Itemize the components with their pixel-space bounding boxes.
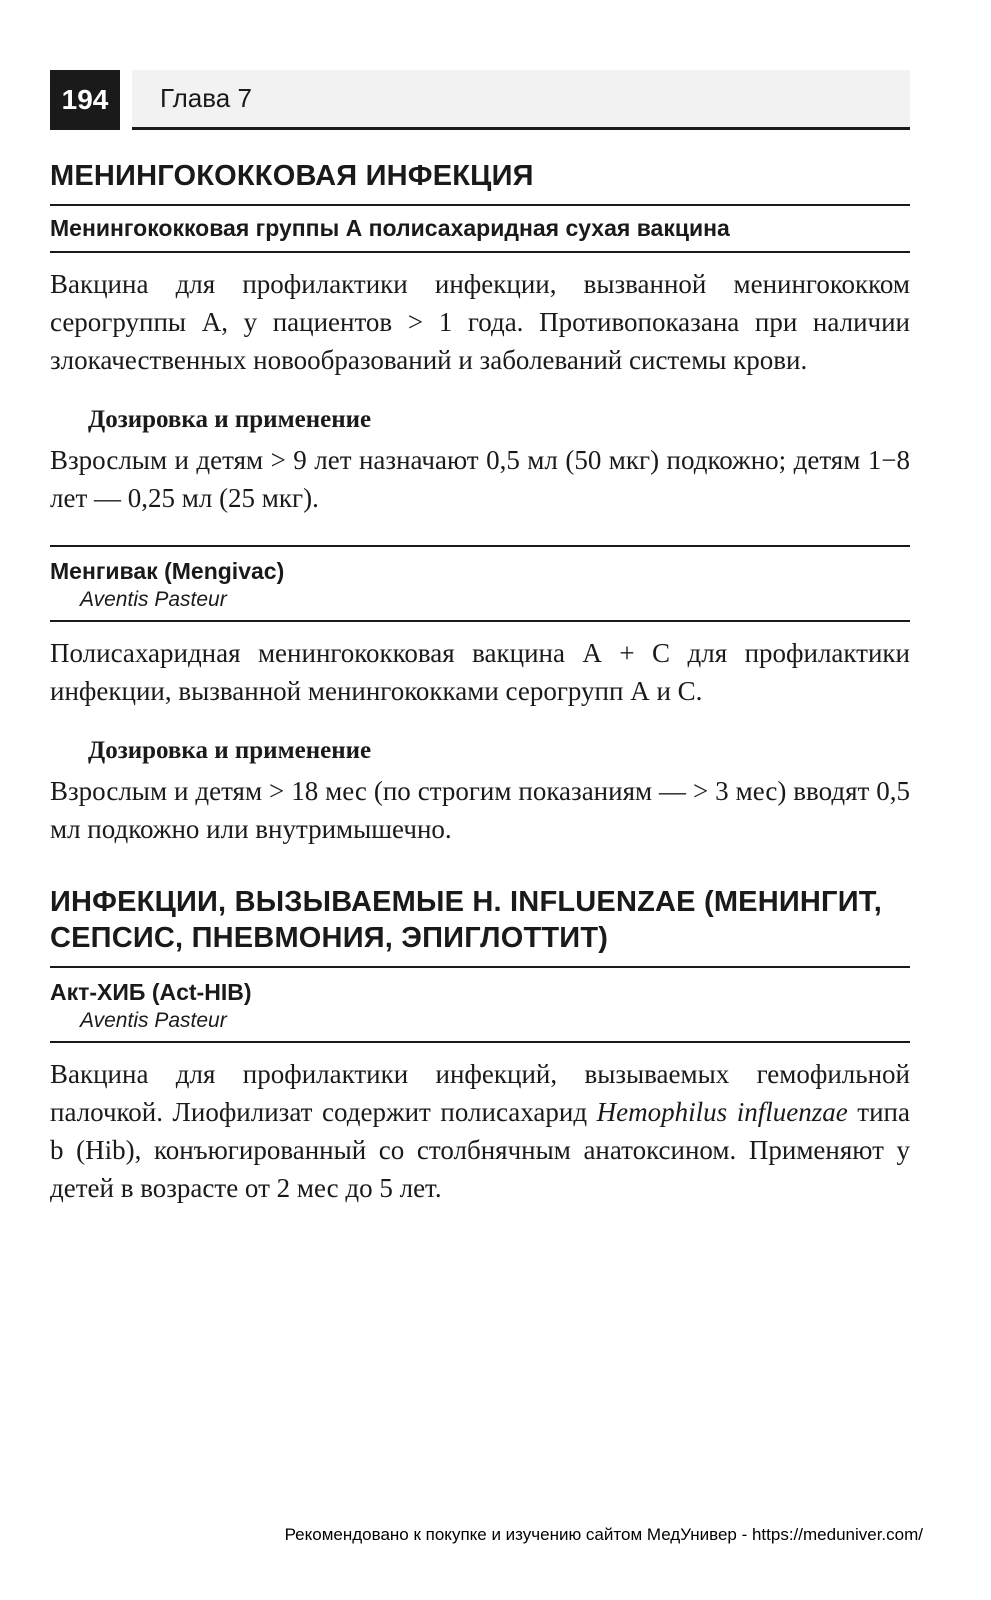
section-title-h-influenzae: ИНФЕКЦИИ, ВЫЗЫВАЕМЫЕ H. INFLUENZAE (МЕНИНГИТ, СЕПСИС, ПНЕВМОНИЯ, ЭПИГЛОТТИТ) [50,884,910,968]
manufacturer: Aventis Pasteur [80,588,227,611]
dosage-heading: Дозировка и применение [88,406,372,433]
chapter-title: Глава 7 [132,70,910,130]
section-title-meningococcal: МЕНИНГОКОККОВАЯ ИНФЕКЦИЯ [50,158,910,206]
product-header [50,968,910,1043]
dosage-text: Взрослым и детям > 9 лет назначают 0,5 мл (50 мкг) подкожно; детям 1−8 лет — 0,25 мл (25 мкг). [50,445,910,513]
dosage-heading: Дозировка и применение [88,737,372,764]
footer-note: Рекомендовано к покупке и изучению сайтом МедУнивер - https://meduniver.com/ [284,1525,923,1544]
description-text: Вакцина для профилактики инфекций, вызываемых гемофильной палочкой. Лиофилизат содержит полисахарид [50,1059,910,1127]
product-name: Акт-ХИБ (Act-HIB) [50,979,252,1005]
product-header [50,206,910,253]
organism-name: Hemophilus influenzae [596,1097,848,1127]
product-description: Полисахаридная менингококковая вакцина А + С для профилактики инфекции, вызванной менингококками серогрупп А и С. [50,638,910,706]
page-header [50,70,910,130]
product-name: Менгивак (Mengivac) [50,558,285,584]
description-text: типа b (Hib), конъюгированный со столбнячным анатоксином. Применяют у детей в возрасте от 2 мес до 5 лет. [50,1097,910,1203]
product-header [50,545,910,622]
product-description [50,1055,910,1207]
page-number: 194 [50,70,120,130]
manufacturer: Aventis Pasteur [80,1009,227,1032]
product-name: Менингококковая группы А полисахаридная сухая вакцина [50,215,730,241]
dosage-text: Взрослым и детям > 18 мес (по строгим показаниям — > 3 мес) вводят 0,5 мл подкожно или внутримышечно. [50,776,910,844]
product-description: Вакцина для профилактики инфекции, вызванной менингококком серогруппы А, у пациентов > 1 года. Противопоказана при наличии злокачественных новообразований и заболеваний системы крови. [50,269,910,375]
book-page [50,70,910,1207]
